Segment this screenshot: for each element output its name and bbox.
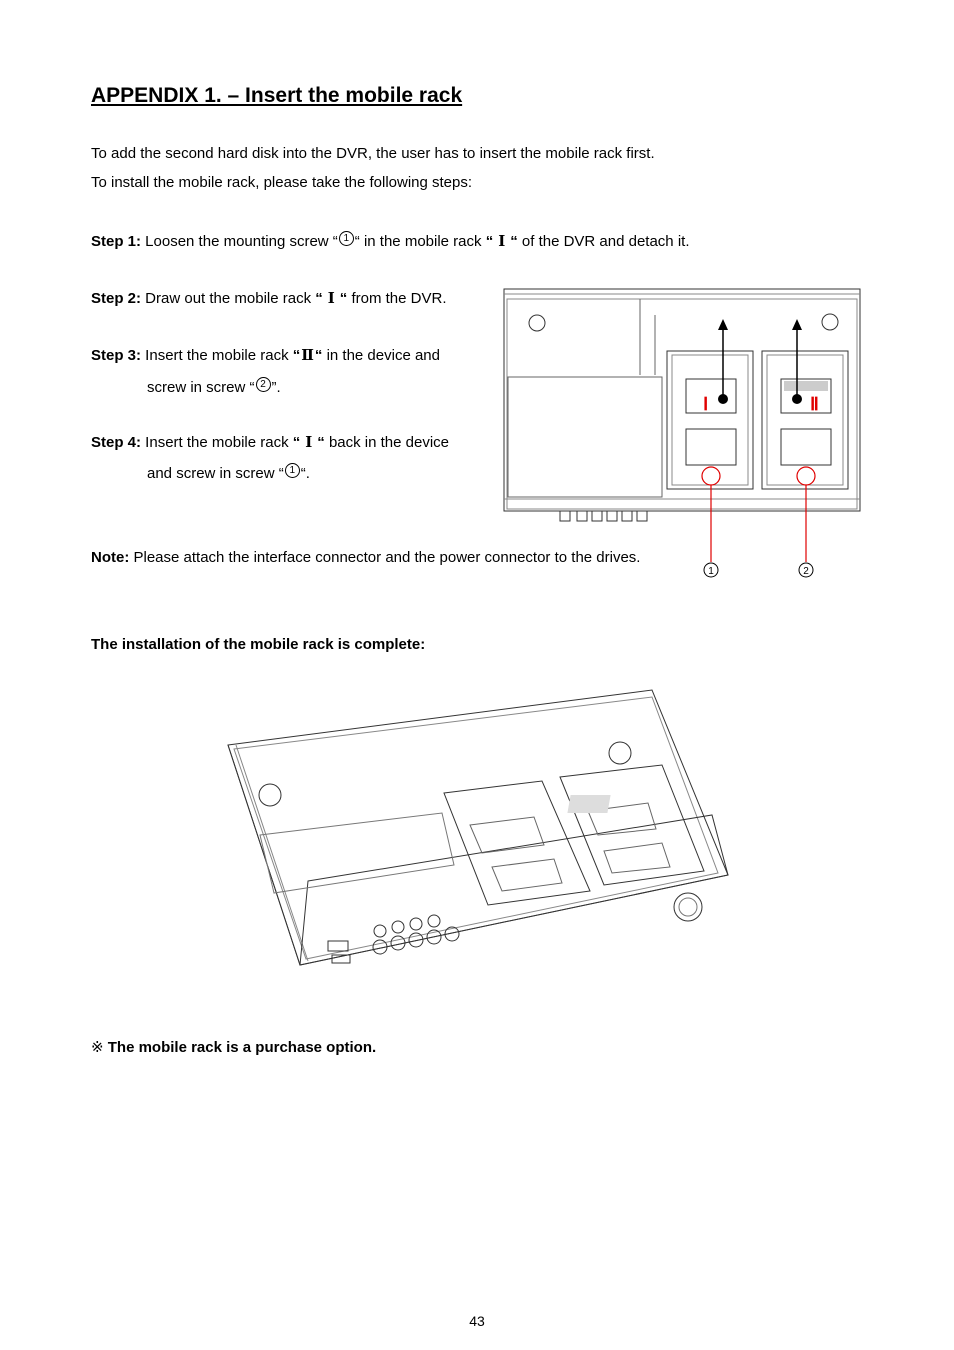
step-3 <box>91 346 440 365</box>
mobile-rack-2 <box>560 765 704 885</box>
dvr-installed-perspective-diagram <box>220 685 735 980</box>
bnc-connector-icon <box>410 918 422 930</box>
step-1-text-c: of the DVR and detach it. <box>517 233 690 250</box>
page-title: APPENDIX 1. – Insert the mobile rack <box>91 84 463 107</box>
intro-line-2: To install the mobile rack, please take the following steps: <box>91 174 473 191</box>
screw-1-highlight <box>702 467 720 485</box>
note-label: Note: <box>91 549 130 566</box>
step-1-text-b: “ in the mobile rack <box>354 233 486 250</box>
screw-2-highlight <box>797 467 815 485</box>
vent-grille <box>784 381 828 391</box>
mobile-rack-1-outline <box>667 351 753 489</box>
callout-1-label: 1 <box>708 566 714 577</box>
step-1 <box>91 231 690 251</box>
intro-line-1: To add the second hard disk into the DVR, the user has to insert the mobile rack first. <box>91 145 655 162</box>
rack-1-label: Ⅰ <box>498 232 506 250</box>
footnote <box>91 1039 376 1057</box>
reference-mark-icon: ※ <box>91 1039 104 1056</box>
dvr-chassis-outline <box>504 289 860 511</box>
note-text: Please attach the interface connector and the power connector to the drives. <box>129 549 641 566</box>
footnote-text: The mobile rack is a purchase option. <box>103 1039 377 1056</box>
arrow-head-icon <box>792 319 802 330</box>
screw-2-marker: 2 <box>256 377 271 392</box>
step-1-quote-open: “ <box>485 233 494 250</box>
step-4-text-b: back in the device <box>324 434 450 451</box>
mount-hole <box>822 314 838 330</box>
step-2 <box>91 289 447 308</box>
step-2-quote-open: “ <box>315 290 323 307</box>
step-4-line-2 <box>147 463 310 483</box>
step-4-label: Step 4: <box>91 434 142 451</box>
step-3-text-d: ”. <box>271 379 281 396</box>
mount-hole <box>529 315 545 331</box>
chassis-outline <box>228 690 728 965</box>
screw-1-marker: 1 <box>285 463 300 478</box>
step-4-text-a: Insert the mobile rack <box>141 434 293 451</box>
screw-1-marker: 1 <box>339 231 354 246</box>
step-3-line-2 <box>147 377 281 397</box>
rack-1-label: Ⅰ <box>327 289 335 307</box>
rack-2-diagram-label: Ⅱ <box>810 394 819 414</box>
step-2-quote-close: “ <box>339 290 348 307</box>
bnc-connector-icon <box>374 925 386 937</box>
mobile-rack-2-outline <box>762 351 848 489</box>
step-3-text-b: in the device and <box>322 347 440 364</box>
step-1-quote-close: “ <box>510 233 518 250</box>
step-4-quote-open: “ <box>292 434 301 451</box>
step-4-text-d: “. <box>300 465 310 482</box>
bnc-connector-icon <box>392 921 404 933</box>
rack-1-label: Ⅰ <box>305 433 313 451</box>
arrow-head-icon <box>718 319 728 330</box>
mainboard-area <box>260 813 454 893</box>
dvr-top-view-diagram <box>500 285 866 585</box>
serial-port-icon <box>328 941 348 951</box>
step-3-text-c: screw in screw “ <box>147 379 255 396</box>
mainboard-area <box>508 377 662 497</box>
step-1-label: Step 1: <box>91 233 142 250</box>
step-4-text-c: and screw in screw “ <box>147 465 284 482</box>
vent-grille <box>567 795 610 813</box>
rack-1-dot <box>718 394 728 404</box>
bnc-connector-icon <box>428 915 440 927</box>
rack-1-diagram-label: Ⅰ <box>703 394 709 414</box>
mobile-rack-1 <box>444 781 590 905</box>
step-1-text-a: Loosen the mounting screw “ <box>141 233 338 250</box>
step-4 <box>91 433 449 452</box>
front-panel <box>300 815 728 965</box>
step-3-quote-close: “ <box>314 347 323 364</box>
mount-hole <box>259 784 281 806</box>
step-4-quote-close: “ <box>317 434 325 451</box>
step-3-label: Step 3: <box>91 347 142 364</box>
rack-2-label: Ⅱ <box>301 346 314 364</box>
step-2-text-a: Draw out the mobile rack <box>141 290 316 307</box>
complete-heading: The installation of the mobile rack is complete: <box>91 636 426 653</box>
step-3-quote-open: “ <box>292 347 301 364</box>
fan-icon <box>674 893 702 921</box>
page-number: 43 <box>469 1313 485 1329</box>
step-2-text-b: from the DVR. <box>347 290 447 307</box>
mount-hole <box>609 742 631 764</box>
step-3-text-a: Insert the mobile rack <box>141 347 293 364</box>
callout-2-label: 2 <box>803 566 809 577</box>
step-2-label: Step 2: <box>91 290 142 307</box>
rack-2-dot <box>792 394 802 404</box>
